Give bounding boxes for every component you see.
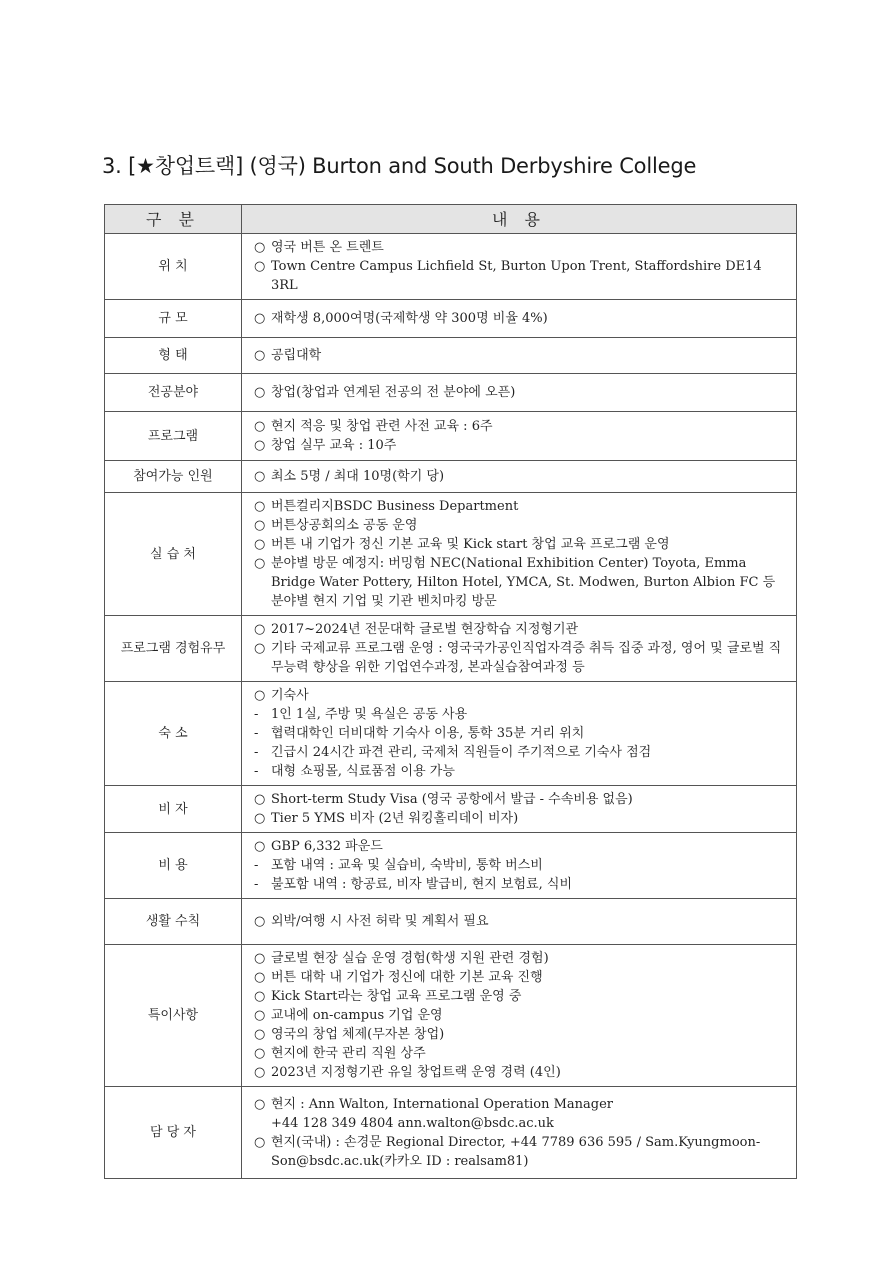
content-line: ○ 분야별 방문 예정지: 버밍험 NEC(National Exhibition Center) Toyota, Emma Bridge Water Pottery, Hilton Hotel, YMCA, St. Modwen, Burton Albion FC 등 분야별 현지 기업 및 기관 벤치마킹 방문 [254,556,776,609]
row-label: 위 치 [105,234,242,300]
row-content [242,234,797,300]
content-line: ○ 현지에 한국 관리 직원 상주 [254,1046,426,1061]
content-line: ○ 현지 적응 및 창업 관련 사전 교육 : 6주 [254,419,493,434]
row-content [242,338,797,374]
page-title: 3. [★창업트랙] (영국) Burton and South Derbyshire College [102,154,697,178]
content-line: ○ 외박/여행 시 사전 허락 및 계획서 필요 [254,914,489,929]
content-line: ○ Town Centre Campus Lichfield St, Burton Upon Trent, Staffordshire DE14 3RL [254,259,762,293]
content-line: - 1인 1실, 주방 및 욕실은 공동 사용 [254,707,468,722]
content-line: - 불포함 내역 : 항공료, 비자 발급비, 현지 보험료, 식비 [254,877,572,892]
row-content [242,833,797,899]
content-line: ○ 2023년 지정형기관 유일 창업트랙 운영 경력 (4인) [254,1065,561,1080]
row-label: 실 습 처 [105,493,242,616]
content-line: ○ 버튼상공회의소 공동 운영 [254,518,418,533]
content-line: - 대형 쇼핑몰, 식료품점 이용 가능 [254,764,455,779]
content-line: ○ 기숙사 [254,688,309,703]
content-line: - 긴급시 24시간 파견 관리, 국제처 직원들이 주기적으로 기숙사 점검 [254,745,652,760]
content-line: ○ 버튼 내 기업가 정신 기본 교육 및 Kick start 창업 교육 프로그램 운영 [254,537,670,552]
content-line: ○ 글로벌 현장 실습 운영 경험(학생 지원 관련 경험) [254,951,549,966]
content-line: ○ 창업 실무 교육 : 10주 [254,438,397,453]
content-line: ○ 공립대학 [254,348,322,363]
row-label: 생활 수칙 [105,899,242,945]
row-rules [105,899,797,945]
row-visa [105,786,797,833]
row-experience [105,616,797,682]
content-line: ○ 버튼컬리지BSDC Business Department [254,499,519,514]
row-content [242,899,797,945]
row-content [242,374,797,412]
row-content [242,461,797,493]
row-label: 형 태 [105,338,242,374]
content-line: ○ 현지(국내) : 손경문 Regional Director, +44 7789 636 595 / Sam.Kyungmoon-Son@bsdc.ac.uk(카카오 ID : realsam81) [254,1134,761,1169]
row-location [105,234,797,300]
row-label: 담 당 자 [105,1087,242,1179]
row-label: 프로그램 [105,412,242,461]
content-line: ○ 영국 버튼 온 트렌트 [254,240,384,255]
row-content [242,300,797,338]
row-size [105,300,797,338]
row-content [242,616,797,682]
row-housing [105,682,797,786]
row-content [242,786,797,833]
row-label: 비 용 [105,833,242,899]
content-line: - 협력대학인 더비대학 기숙사 이용, 통학 35분 거리 위치 [254,726,585,741]
header-content: 내 용 [242,205,797,234]
row-content [242,1087,797,1179]
content-line: ○ 기타 국제교류 프로그램 운영 : 영국국가공인직업자격증 취득 집중 과정, 영어 및 글로벌 직무능력 향상을 위한 기업연수과정, 본과실습참여과정 등 [254,641,782,675]
row-content [242,945,797,1087]
row-label: 특이사항 [105,945,242,1087]
content-line: ○ GBP 6,332 파운드 [254,839,383,854]
content-line: ○ 재학생 8,000여명(국제학생 약 300명 비율 4%) [254,311,548,326]
row-label: 프로그램 경험유무 [105,616,242,682]
row-practice-site [105,493,797,616]
content-line: ○ 2017~2024년 전문대학 글로벌 현장학습 지정형기관 [254,622,579,637]
row-label: 참여가능 인원 [105,461,242,493]
row-content [242,412,797,461]
content-line: ○ Short-term Study Visa (영국 공항에서 발급 - 수속비용 없음) [254,792,633,807]
content-line: ○ Tier 5 YMS 비자 (2년 워킹홀리데이 비자) [254,811,519,826]
row-type [105,338,797,374]
content-line: ○ 교내에 on-campus 기업 운영 [254,1008,443,1023]
row-content [242,493,797,616]
content-line: - 포함 내역 : 교육 및 실습비, 숙박비, 통학 버스비 [254,858,543,873]
row-contact [105,1087,797,1179]
row-content [242,682,797,786]
row-label: 규 모 [105,300,242,338]
table-header-row [105,205,797,234]
row-program [105,412,797,461]
row-label: 숙 소 [105,682,242,786]
content-line: ○ 버튼 대학 내 기업가 정신에 대한 기본 교육 진행 [254,970,543,985]
row-cost [105,833,797,899]
row-capacity [105,461,797,493]
row-label: 전공분야 [105,374,242,412]
content-line: ○ 최소 5명 / 최대 10명(학기 당) [254,469,445,484]
content-line: +44 128 349 4804 ann.walton@bsdc.ac.uk [271,1115,554,1131]
content-line: ○ 현지 : Ann Walton, International Operation Manager [254,1096,614,1112]
content-line: ○ 창업(창업과 연계된 전공의 전 분야에 오픈) [254,385,516,400]
content-line: ○ Kick Start라는 창업 교육 프로그램 운영 중 [254,989,522,1004]
header-category: 구 분 [105,205,242,234]
content-line: ○ 영국의 창업 체제(무자본 창업) [254,1027,445,1042]
row-label: 비 자 [105,786,242,833]
row-notes [105,945,797,1087]
row-major [105,374,797,412]
info-table [104,204,797,1179]
